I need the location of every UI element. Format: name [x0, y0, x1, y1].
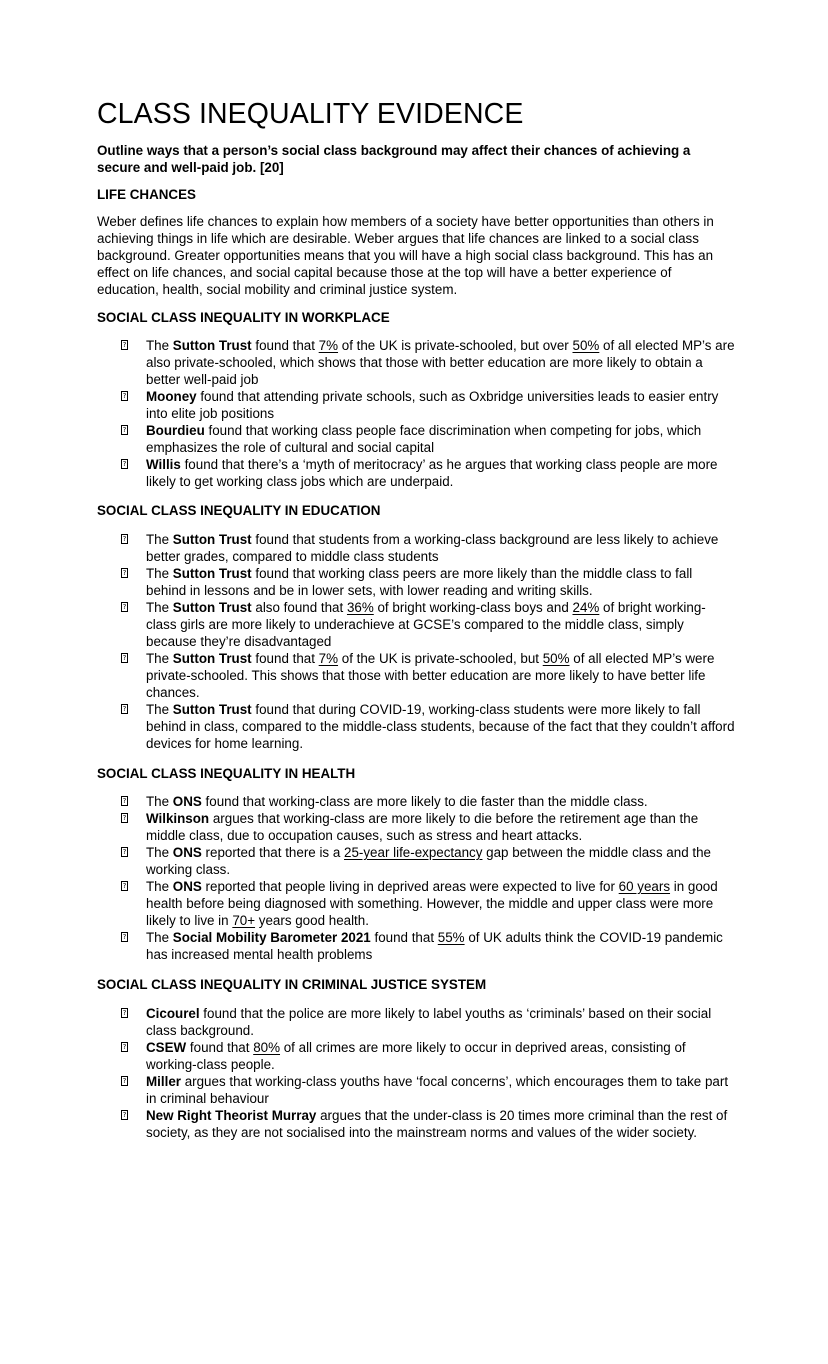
- missing-glyph-bullet-icon: ?: [122, 654, 127, 662]
- criminal-justice-list: [97, 1005, 737, 1141]
- list-item: [97, 701, 736, 752]
- missing-glyph-bullet-icon: ?: [122, 426, 127, 434]
- list-item: [97, 1005, 736, 1039]
- list-item-text: The ONS reported that people living in deprived areas were expected to live for 60 years in good health before being diagnosed with something. However, the middle and upper class were more likely to live in 70+ years good health.: [146, 879, 718, 928]
- list-item-text: The Sutton Trust found that students from a working-class background are less likely to achieve better grades, compared to middle class students: [146, 532, 719, 564]
- list-item-text: The Sutton Trust found that during COVID-19, working-class students were more likely to fall behind in class, compared to the middle-class students, because of the fact that they couldn’t afford devices for home learning.: [146, 702, 735, 751]
- list-item: [97, 650, 736, 701]
- missing-glyph-bullet-icon: ?: [122, 933, 127, 941]
- list-item-text: The ONS found that working-class are more likely to die faster than the middle class.: [146, 794, 648, 809]
- education-list: [97, 531, 737, 752]
- missing-glyph-bullet-icon: ?: [122, 569, 127, 577]
- section-heading-education: SOCIAL CLASS INEQUALITY IN EDUCATION: [97, 503, 381, 518]
- missing-glyph-bullet-icon: ?: [122, 392, 127, 400]
- list-item-text: The Sutton Trust also found that 36% of bright working-class boys and 24% of bright working-class girls are more likely to underachieve at GCSE’s compared to the middle class, simply because they’re disadvantaged: [146, 600, 706, 649]
- list-item: [97, 1107, 736, 1141]
- missing-glyph-bullet-icon: ?: [122, 1111, 127, 1119]
- list-item: [97, 844, 736, 878]
- list-item: [97, 456, 736, 490]
- list-item-text: Mooney found that attending private schools, such as Oxbridge universities leads to easier entry into elite job positions: [146, 389, 719, 421]
- list-item: [97, 810, 736, 844]
- list-item: [97, 422, 736, 456]
- list-item: [97, 599, 736, 650]
- list-item-text: Willis found that there’s a ‘myth of meritocracy’ as he argues that working class people are more likely to get working class jobs which are underpaid.: [146, 457, 718, 489]
- life-chances-paragraph: Weber defines life chances to explain how members of a society have better opportunities than others in achieving things in life which are desirable. Weber argues that life chances are linked to a social class background. Greater opportunities means that you will have a high social class background. This has an effect on life chances, and social capital because those at the top will have a better experience of education, health, social mobility and criminal justice system.: [97, 214, 714, 297]
- missing-glyph-bullet-icon: ?: [122, 1009, 127, 1017]
- health-list: [97, 793, 737, 963]
- workplace-list: [97, 337, 737, 490]
- list-item: [97, 531, 736, 565]
- list-item-text: Cicourel found that the police are more likely to label youths as ‘criminals’ based on their social class background.: [146, 1006, 712, 1038]
- section-heading-life-chances: LIFE CHANCES: [97, 187, 196, 202]
- list-item-text: Miller argues that working-class youths have ‘focal concerns’, which encourages them to take part in criminal behaviour: [146, 1074, 729, 1106]
- section-heading-workplace: SOCIAL CLASS INEQUALITY IN WORKPLACE: [97, 310, 390, 325]
- list-item: [97, 337, 736, 388]
- missing-glyph-bullet-icon: ?: [122, 603, 127, 611]
- missing-glyph-bullet-icon: ?: [122, 341, 127, 349]
- missing-glyph-bullet-icon: ?: [122, 1077, 127, 1085]
- missing-glyph-bullet-icon: ?: [122, 797, 127, 805]
- list-item-text: Bourdieu found that working class people face discrimination when competing for jobs, which emphasizes the role of cultural and social capital: [146, 423, 702, 455]
- list-item: [97, 388, 736, 422]
- missing-glyph-bullet-icon: ?: [122, 848, 127, 856]
- missing-glyph-bullet-icon: ?: [122, 705, 127, 713]
- list-item: [97, 878, 736, 929]
- list-item: [97, 1039, 736, 1073]
- page-title: CLASS INEQUALITY EVIDENCE: [97, 98, 524, 130]
- missing-glyph-bullet-icon: ?: [122, 882, 127, 890]
- list-item-text: The Sutton Trust found that working class peers are more likely than the middle class to fall behind in lessons and be in lower sets, with lower reading and writing skills.: [146, 566, 693, 598]
- list-item-text: The Social Mobility Barometer 2021 found that 55% of UK adults think the COVID-19 pandemic has increased mental health problems: [146, 930, 723, 962]
- list-item: [97, 793, 736, 810]
- missing-glyph-bullet-icon: ?: [122, 1043, 127, 1051]
- missing-glyph-bullet-icon: ?: [122, 460, 127, 468]
- essay-question: Outline ways that a person’s social class background may affect their chances of achieving a secure and well-paid job. [20]: [97, 143, 691, 175]
- list-item-text: CSEW found that 80% of all crimes are more likely to occur in deprived areas, consisting of working-class people.: [146, 1040, 686, 1072]
- list-item-text: New Right Theorist Murray argues that the under-class is 20 times more criminal than the rest of society, as they are not socialised into the mainstream norms and values of the wider society.: [146, 1108, 728, 1140]
- missing-glyph-bullet-icon: ?: [122, 814, 127, 822]
- section-heading-criminal-justice: SOCIAL CLASS INEQUALITY IN CRIMINAL JUSTICE SYSTEM: [97, 977, 487, 992]
- list-item: [97, 929, 736, 963]
- list-item-text: The Sutton Trust found that 7% of the UK is private-schooled, but 50% of all elected MP’s were private-schooled. This shows that those with better education are more likely to have better life chances.: [146, 651, 715, 700]
- list-item-text: The ONS reported that there is a 25-year life-expectancy gap between the middle class and the working class.: [146, 845, 711, 877]
- list-item: [97, 1073, 736, 1107]
- list-item: [97, 565, 736, 599]
- list-item-text: The Sutton Trust found that 7% of the UK is private-schooled, but over 50% of all elected MP’s are also private-schooled, which shows that those with better education are more likely to obtain a better well-paid job: [146, 338, 735, 387]
- list-item-text: Wilkinson argues that working-class are more likely to die before the retirement age than the middle class, due to occupation causes, such as stress and heart attacks.: [146, 811, 699, 843]
- section-heading-health: SOCIAL CLASS INEQUALITY IN HEALTH: [97, 766, 356, 781]
- missing-glyph-bullet-icon: ?: [122, 535, 127, 543]
